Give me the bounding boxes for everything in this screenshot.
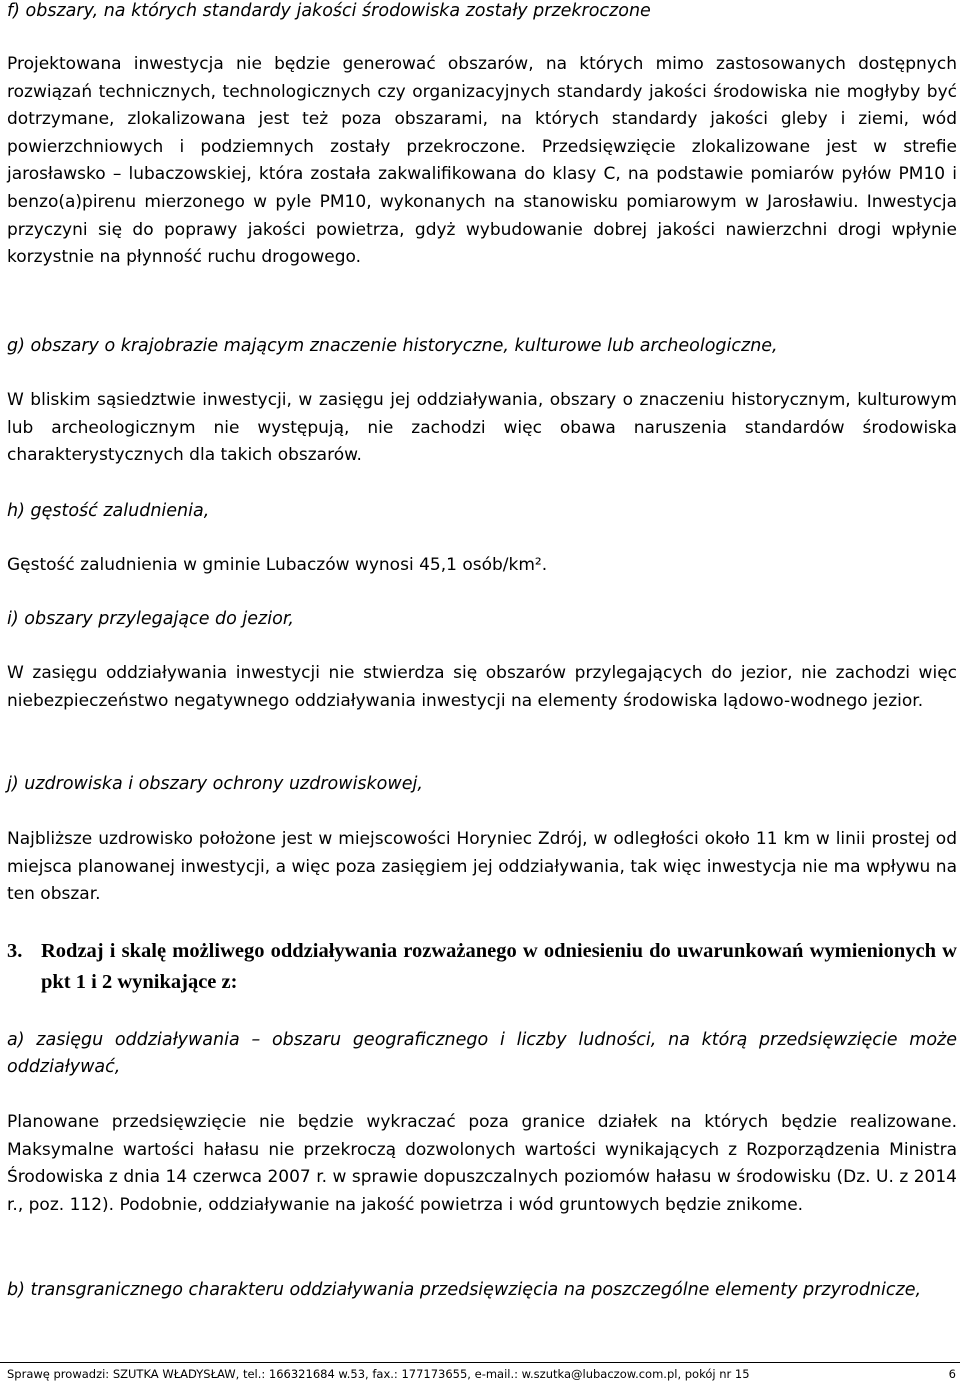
footer-divider [0,1362,960,1363]
section-g-heading: g) obszary o krajobrazie mającym znaczenie historyczne, kulturowe lub archeologiczne, [7,336,778,356]
page-number: 6 [948,1367,956,1381]
section-j-text: Najbliższe uzdrowisko położone jest w miejscowości Horyniec Zdrój, w odległości około 11 km w linii prostej od miejsca planowanej inwestycji, a więc poza zasięgiem jej oddziaływania, tak więc inwestycja nie ma wpływu na ten obszar. [7,829,957,905]
footer-contact: Sprawę prowadzi: SZUTKA WŁADYSŁAW, tel.: 166321684 w.53, fax.: 177173655, e-mail.: w.szutka@lubaczow.com.pl, pokój nr 15 [7,1367,750,1381]
section-h-heading: h) gęstość zaludnienia, [7,501,210,521]
section-a-text: Planowane przedsięwzięcie nie będzie wykraczać poza granice działek na których będzie realizowane. Maksymalne wartości hałasu nie przekroczą dozwolonych wartości wynikających z Rozporządzenia Ministra Środowiska z dnia 14 czerwca 2007 r. w sprawie dopuszczalnych poziomów hałasu w środowisku (Dz. U. z 2014 r., poz. 112). Podobnie, oddziaływanie na jakość powietrza i wód gruntowych będzie znikome. [7,1112,957,1215]
section-3-heading [7,936,957,998]
section-g-text: W bliskim sąsiedztwie inwestycji, w zasięgu jej oddziaływania, obszary o znaczeniu historycznym, kulturowym lub archeologicznym nie występują, nie zachodzi więc obawa naruszenia standardów środowiska charakterystycznych dla takich obszarów. [7,390,957,466]
section-f-heading: f) obszary, na których standardy jakości środowiska zostały przekroczone [7,1,651,21]
section-3-title: Rodzaj i skalę możliwego oddziaływania rozważanego w odniesieniu do uwarunkowań wymienionych w pkt 1 i 2 wynikające z: [41,940,957,993]
section-i-heading: i) obszary przylegające do jezior, [7,609,294,629]
section-b-heading: b) transgranicznego charakteru oddziaływania przedsięwzięcia na poszczególne elementy przyrodnicze, [7,1280,922,1300]
section-i-text: W zasięgu oddziaływania inwestycji nie stwierdza się obszarów przylegających do jezior, nie zachodzi więc niebezpieczeństwo negatywnego oddziaływania inwestycji na elementy środowiska lądowo-wodnego jezior. [7,663,957,711]
section-a-heading: a) zasięgu oddziaływania – obszaru geograficznego i liczby ludności, na którą przedsięwzięcie może oddziaływać, [7,1030,957,1077]
section-j-heading: j) uzdrowiska i obszary ochrony uzdrowiskowej, [7,774,423,794]
section-f-text: Projektowana inwestycja nie będzie generować obszarów, na których mimo zastosowanych dostępnych rozwiązań technicznych, technologicznych czy organizacyjnych standardy jakości środowiska nie mogłyby być dotrzymane, zlokalizowana jest też poza obszarami, na których standardy jakości gleby i ziemi, wód powierzchniowych i podziemnych zostały przekroczone. Przedsięwzięcie zlokalizowane jest w strefie jarosławsko – lubaczowskiej, która została zakwalifikowana do klasy C, na podstawie pomiarów pyłów PM10 i benzo(a)pirenu mierzonego w pyle PM10, wykonanych na stanowisku pomiarowym w Jarosławiu. Inwestycja przyczyni się do poprawy jakości powietrza, gdyż wybudowanie dobrej jakości nawierzchni drogi wpłynie korzystnie na płynność ruchu drogowego. [7,54,957,268]
section-3-number: 3. [7,940,23,962]
page-footer [7,1367,956,1382]
section-h-text: Gęstość zaludnienia w gminie Lubaczów wynosi 45,1 osób/km². [7,555,548,575]
